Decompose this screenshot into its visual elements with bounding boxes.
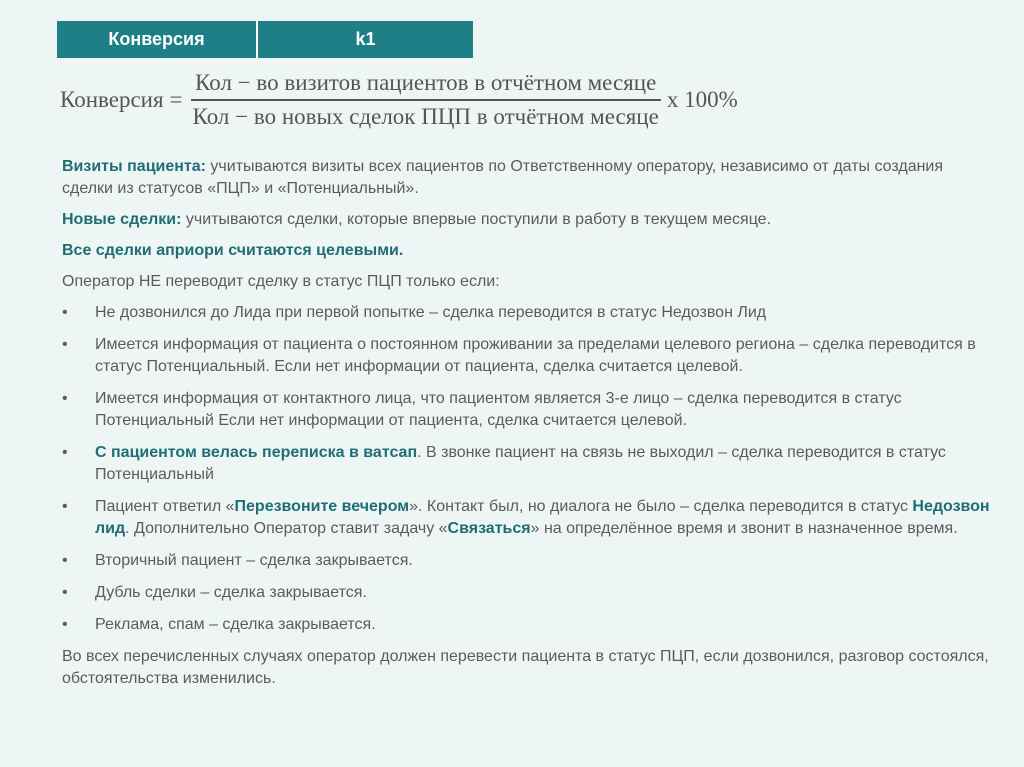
all-target-text: Все сделки априори считаются целевыми.: [62, 242, 404, 259]
list-item-text: Вторичный пациент – сделка закрывается.: [95, 552, 413, 569]
paragraph-conclusion: [62, 646, 992, 690]
list-item-text: Имеется информация от контактного лица, что пациентом является 3-е лицо – сделка переводится в статус Потенциальный Если нет информации от пациента, сделка считается целевой.: [95, 390, 902, 429]
list-item: [62, 550, 992, 572]
new-deals-label: Новые сделки:: [62, 211, 182, 228]
paragraph-all-target: [62, 240, 992, 262]
formula-numerator: Кол − во визитов пациентов в отчётном месяце: [195, 70, 657, 95]
operator-rule-text: Оператор НЕ переводит сделку в статус ПЦП только если:: [62, 273, 500, 290]
bullet-dot: •: [62, 336, 68, 353]
formula-lhs: Конверсия: [60, 86, 164, 112]
content-body: [62, 156, 992, 699]
header-table: [57, 21, 473, 58]
header-cell-conversion: Конверсия: [57, 21, 256, 58]
formula-fraction: [191, 70, 661, 130]
conversion-formula: [60, 70, 738, 130]
bullet-dot: •: [62, 390, 68, 407]
paragraph-operator-rule: [62, 271, 992, 293]
new-deals-text: учитываются сделки, которые впервые поступили в работу в текущем месяце.: [181, 211, 772, 228]
visits-text: учитываются визиты всех пациентов по Ответственному оператору, независимо от даты создания сделки из статусов «ПЦП» и «Потенциальный».: [62, 158, 944, 197]
list-item-text: . В звонке пациент на связь не выходил – сделка переводится в статус Потенциальный: [95, 444, 946, 483]
list-item-text: Реклама, спам – сделка закрывается.: [95, 616, 376, 633]
conditions-list: [62, 302, 992, 636]
bullet-dot: •: [62, 444, 68, 461]
list-item: [62, 614, 992, 636]
list-item-text: Дубль сделки – сделка закрывается.: [95, 584, 367, 601]
header-cell-k1: k1: [258, 21, 473, 58]
formula-multiplier: x 100%: [666, 86, 738, 112]
list-item: [62, 302, 992, 324]
list-item-text: Имеется информация от пациента о постоянном проживании за пределами целевого региона – сделка переводится в статус Потенциальный. Если нет информации от пациента, сделка считается целевой.: [95, 336, 976, 375]
list-item: [62, 496, 992, 540]
whatsapp-label: С пациентом велась переписка в ватсап: [95, 444, 418, 461]
list-item-text: Не дозвонился до Лида при первой попытке – сделка переводится в статус Недозвон Лид: [95, 304, 767, 321]
paragraph-new-deals: [62, 209, 992, 231]
list-item: [62, 334, 992, 378]
list-item: [62, 442, 992, 486]
contact-task-label: Связаться: [447, 520, 531, 537]
call-back-label: Перезвоните вечером: [234, 498, 410, 515]
list-item-text: . Дополнительно Оператор ставит задачу «: [125, 520, 448, 537]
bullet-dot: •: [62, 584, 68, 601]
formula-equals: =: [169, 86, 183, 112]
visits-label: Визиты пациента:: [62, 158, 206, 175]
formula-denominator: Кол − во новых сделок ПЦП в отчётном месяце: [192, 103, 659, 129]
list-item-text: ». Контакт был, но диалога не было – сделка переводится в статус: [409, 498, 913, 515]
list-item: [62, 388, 992, 432]
paragraph-visits: [62, 156, 992, 200]
list-item-text: Пациент ответил «: [95, 498, 235, 515]
bullet-dot: •: [62, 552, 68, 569]
no-answer-status-label: Недозвон лид: [95, 498, 990, 537]
conclusion-text: Во всех перечисленных случаях оператор должен перевести пациента в статус ПЦП, если дозвонился, разговор состоялся, обстоятельства изменились.: [62, 648, 989, 687]
list-item-text: » на определённое время и звонит в назначенное время.: [530, 520, 958, 537]
list-item: [62, 582, 992, 604]
bullet-dot: •: [62, 498, 68, 515]
bullet-dot: •: [62, 616, 68, 633]
bullet-dot: •: [62, 304, 68, 321]
